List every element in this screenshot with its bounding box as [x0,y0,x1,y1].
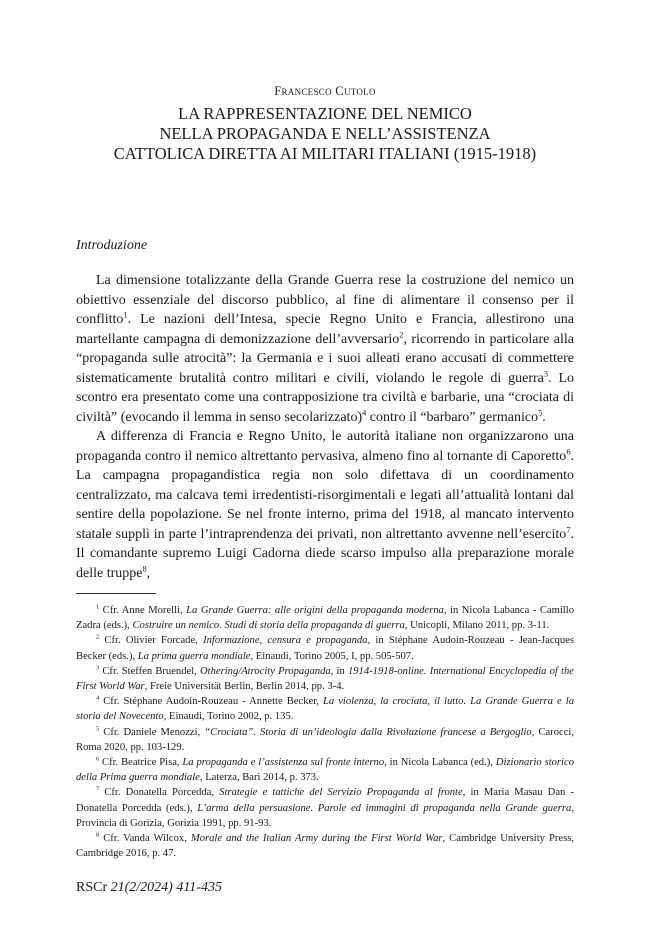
footnotes [76,603,574,861]
footnote-2: $^2$ Cfr. Olivier Forcade, Informazione, censura e propaganda, in Stéphane Audoin-Rouzeau - Jean-Jacques Becker (eds.), La prima guerra mondiale, Einaudi, Torino 2005, I, pp. 505-507. [76,633,574,662]
footnote-1: $^1$ Cfr. Anne Morelli, La Grande Guerra: alle origini della propaganda moderna, in Nicola Labanca - Camillo Zadra (eds.), Costruire un nemico. Studi di storia della propaganda di guerra, Unicopli, Milano 2011, pp. 3-11. [76,603,574,632]
footnote-6: $^6$ Cfr. Beatrice Pisa, La propaganda e l’assistenza sul fronte interno, in Nicola Labanca (ed.), Dizionario storico della Prima guerra mondiale, Laterza, Bari 2014, p. 373. [76,755,574,784]
journal-abbrev: RSCr [76,880,108,895]
footnote-4: $^4$ Cfr. Stéphane Audoin-Rouzeau - Annette Becker, La violenza, la crociata, il lutto. La Grande Guerra e la storia del Novecento, Einaudi, Torino 2002, p. 135. [76,694,574,723]
title-line-1: LA RAPPRESENTAZIONE DEL NEMICO [178,104,472,123]
title-line-2: NELLA PROPAGANDA E NELL’ASSISTENZA [159,124,491,143]
author-name: Francesco Cutolo [274,84,376,98]
paragraph-1: La dimensione totalizzante della Grande Guerra rese la costruzione del nemico un obiettivo essenziale del discorso pubblico, al fine di alimentare il consenso per il conflitto$^1$. Le nazioni dell’Intesa, specie Regno Unito e Francia, allestirono una martellante campagna di demonizzazione dell’avversario$^2$, ricorrendo in particolare alla “propaganda sulle atrocità”: la Germania e i suoi alleati erano accusati di commettere sistematicamente brutalità contro militari e civili, violando le regole di guerra$^3$. Lo scontro era presentato come una contrapposizione tra civiltà e barbarie, una “crociata di civiltà” (evocando il lemma in senso secolarizzato)$^4$ contro il “barbaro” germanico$^5$. [76,273,575,425]
section-heading: Introduzione [76,238,148,253]
footnote-7: $^7$ Cfr. Donatella Porcedda, Strategie e tattiche del Servizio Propaganda al fronte, in Maria Masau Dan - Donatella Porcedda (eds.), L’arma della persuasione. Parole ed immagini di propaganda nella Grande guerra, Provincia di Gorizia, Gorizia 1991, pp. 91-93. [76,785,574,829]
journal-citation: 21(2/2024) 411-435 [110,880,222,895]
paragraph-2: A differenza di Francia e Regno Unito, le autorità italiane non organizzarono una propaganda contro il nemico altrettanto pervasiva, almeno fino al tornante di Caporetto$^6$. La campagna propagandistica regia non solo difettava di un coordinamento centralizzato, ma calcava temi irredentisti-risorgimentali e legati all’attualità lontani dal sentire della popolazione. Se nel fronte interno, prima del 1918, al mancato intervento statale supplì in parte l’intraprendenza dei privati, non altrettanto avvenne nell’esercito$^7$. Il comandante supremo Luigi Cadorna diede scarso impulso alla preparazione morale delle truppe$^8$, [76,429,574,581]
footnote-separator [76,593,156,594]
body-text [76,271,574,583]
footnote-5: $^5$ Cfr. Daniele Menozzi, “Crociata”. Storia di un’ideologia dalla Rivoluzione francese a Bergoglio, Carocci, Roma 2020, pp. 103-129. [76,725,574,753]
page-footer [76,880,222,896]
article-title [60,104,590,164]
footnote-3: $^3$ Cfr. Steffen Bruendel, Othering/Atrocity Propaganda, in 1914-1918-online. International Encyclopedia of the First World War, Freie Universität Berlin, Berlin 2014, pp. 3-4. [76,664,574,693]
footnote-8: $^8$ Cfr. Vanda Wilcox, Morale and the Italian Army during the First World War, Cambridge University Press, Cambridge 2016, p. 47. [76,831,574,860]
title-line-3: CATTOLICA DIRETTA AI MILITARI ITALIANI (1915-1918) [113,144,537,163]
